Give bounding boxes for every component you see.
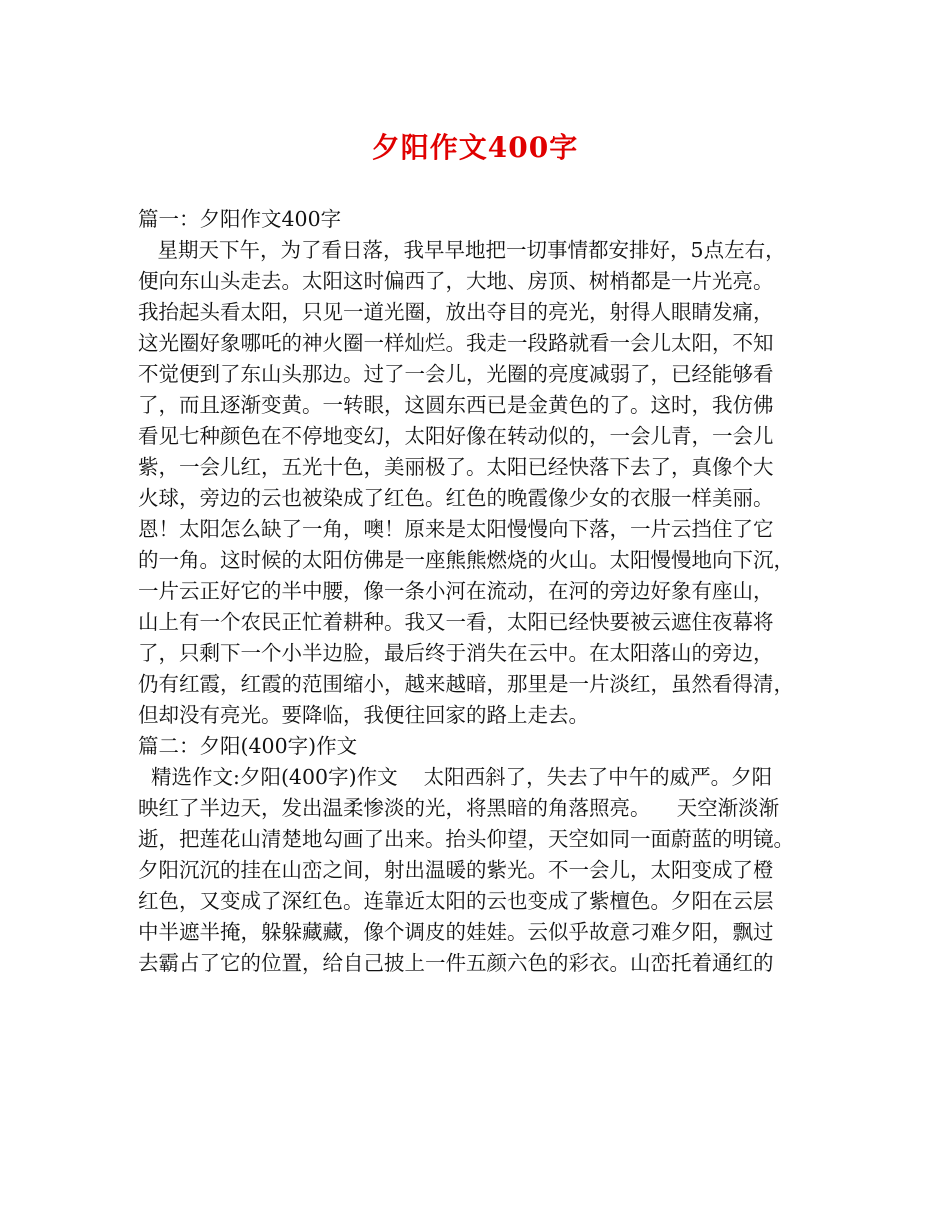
- text-line: 星期天下午，为了看日落，我早早地把一切事情都安排好，5点左右，: [138, 238, 786, 262]
- text-line: 去霸占了它的位置，给自己披上一件五颜六色的彩衣。山峦托着通红的: [138, 951, 774, 975]
- text-line: 映红了半边天，发出温柔惨淡的光，将黑暗的角落照亮。 天空渐淡渐: [138, 796, 780, 820]
- text-line: 了，而且逐渐变黄。一转眼，这圆东西已是金黄色的了。这时，我仿佛: [138, 393, 774, 417]
- document-title: 夕阳作文400字: [371, 131, 579, 164]
- text-line: 仍有红霞，红霞的范围缩小，越来越暗，那里是一片淡红，虽然看得清，: [138, 672, 794, 696]
- text-line: 看见七种颜色在不停地变幻，太阳好像在转动似的，一会儿青，一会儿: [138, 424, 774, 448]
- text-line: 恩！太阳怎么缺了一角，噢！原来是太阳慢慢向下落，一片云挡住了它: [138, 517, 774, 541]
- text-line: 了，只剩下一个小半边脸，最后终于消失在云中。在太阳落山的旁边，: [138, 641, 774, 665]
- text-line: 中半遮半掩，躲躲藏藏，像个调皮的娃娃。云似乎故意刁难夕阳，飘过: [138, 920, 774, 944]
- text-line: 便向东山头走去。太阳这时偏西了，大地、房顶、树梢都是一片光亮。: [138, 269, 774, 293]
- text-line: 逝，把莲花山清楚地勾画了出来。抬头仰望，天空如同一面蔚蓝的明镜。: [138, 827, 794, 851]
- text-line: 夕阳沉沉的挂在山峦之间，射出温暖的紫光。不一会儿，太阳变成了橙: [138, 858, 774, 882]
- text-line: 但却没有亮光。要降临，我便往回家的路上走去。: [138, 703, 589, 727]
- text-line: 的一角。这时候的太阳仿佛是一座熊熊燃烧的火山。太阳慢慢地向下沉，: [138, 548, 794, 572]
- text-line: 山上有一个农民正忙着耕种。我又一看，太阳已经快要被云遮住夜幕将: [138, 610, 774, 634]
- text-line: 不觉便到了东山头那边。过了一会儿，光圈的亮度减弱了，已经能够看: [138, 362, 774, 386]
- text-line: 红色，又变成了深红色。连靠近太阳的云也变成了紫檀色。夕阳在云层: [138, 889, 774, 913]
- text-line: 紫，一会儿红，五光十色，美丽极了。太阳已经快落下去了，真像个大: [138, 455, 774, 479]
- text-line: 一片云正好它的半中腰，像一条小河在流动，在河的旁边好象有座山，: [138, 579, 774, 603]
- document-body: [138, 204, 828, 979]
- text-line: 这光圈好象哪吒的神火圈一样灿烂。我走一段路就看一会儿太阳，不知: [138, 331, 774, 355]
- text-line: 篇一：夕阳作文400字: [138, 207, 342, 231]
- text-line: 火球，旁边的云也被染成了红色。红色的晚霞像少女的衣服一样美丽。: [138, 486, 774, 510]
- text-line: 精选作文:夕阳(400字)作文 太阳西斜了，失去了中午的威严。夕阳: [138, 765, 773, 789]
- text-line: 篇二：夕阳(400字)作文: [138, 734, 358, 758]
- text-line: 我抬起头看太阳，只见一道光圈，放出夺目的亮光，射得人眼睛发痛，: [138, 300, 774, 324]
